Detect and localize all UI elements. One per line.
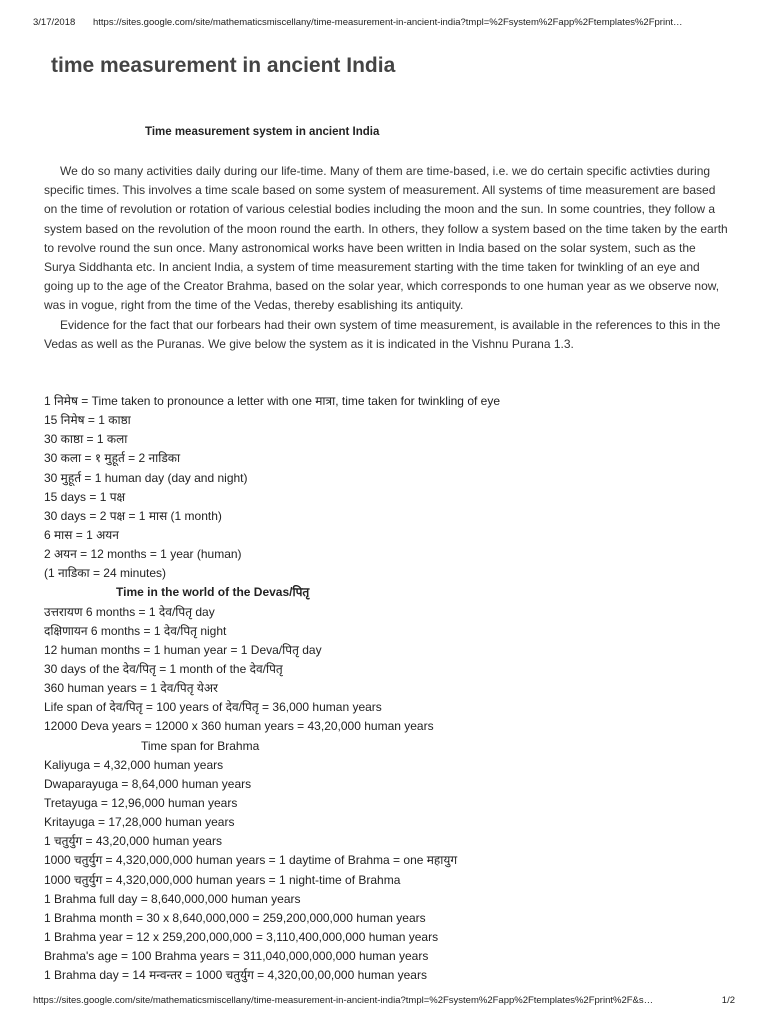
list-item: 30 कला = १ मुहूर्त = 2 नाडिका (44, 451, 181, 466)
list-item: 30 days = 2 पक्ष = 1 मास (1 month) (44, 508, 222, 523)
page-number: 1/2 (721, 995, 735, 1006)
list-item: 1 चतुर्युग = 43,20,000 human years (44, 834, 222, 849)
list-item: Dwaparayuga = 8,64,000 human years (44, 776, 252, 791)
list-item: 6 मास = 1 अयन (44, 527, 119, 542)
intro-text (44, 162, 728, 354)
print-header (33, 17, 735, 31)
list-item: 1000 चतुर्युग = 4,320,000,000 human years = 1 night-time of Brahma (44, 872, 401, 887)
section-subtitle: Time measurement system in ancient India (145, 126, 380, 138)
list-item: Brahma's age = 100 Brahma years = 311,040,000,000,000 human years (44, 949, 429, 964)
list-item: 1000 चतुर्युग = 4,320,000,000 human years = 1 daytime of Brahma = one महायुग (44, 853, 458, 868)
list-item: Tretayuga = 12,96,000 human years (44, 795, 238, 810)
list-item: Kritayuga = 17,28,000 human years (44, 815, 235, 830)
brahma-section-heading: Time span for Brahma (141, 738, 260, 753)
list-item: 360 human years = 1 देव/पितृ येअर (44, 681, 218, 696)
list-item: (1 नाडिका = 24 minutes) (44, 566, 166, 581)
list-item: उत्तरायण 6 months = 1 देव/पितृ day (44, 604, 215, 619)
page-title: time measurement in ancient India (51, 54, 396, 77)
time-units-list (44, 392, 734, 985)
list-item: 12000 Deva years = 12000 x 360 human years = 43,20,000 human years (44, 719, 434, 734)
list-item: 30 मुहूर्त = 1 human day (day and night) (44, 470, 248, 485)
list-item: 12 human months = 1 human year = 1 Deva/पितृ day (44, 642, 322, 657)
list-item: दक्षिणायन 6 months = 1 देव/पितृ night (44, 623, 227, 638)
print-footer (33, 995, 735, 1009)
list-item: Kaliyuga = 4,32,000 human years (44, 757, 224, 772)
list-item: 15 निमेष = 1 काष्ठा (44, 413, 131, 428)
intro-paragraph: We do so many activities daily during our life-time. Many of them are time-based, i.e. we do certain specific activties during specific times. This involves a time scale based on some system of measurement. All systems of time measurement are based on the time of revolution or rotation of various celestial bodies including the moon and the sun. In some countries, they follow a system based on the revolution of the moon round the earth. In others, they follow a system based on the time taken by the earth to revolve round the sun once. Many astronomical works have been written in India based on the solar system, such as the Surya Siddhanta etc. In ancient India, a system of time measurement starting with the time taken for twinkling of an eye and going up to the age of the Creator Brahma, based on the solar year, which corresponds to one human year as we observe now, was in vogue, right from the time of the Vedas, thereby esablishing its antiquity. (44, 164, 728, 313)
list-item: 2 अयन = 12 months = 1 year (human) (44, 547, 242, 562)
intro-paragraph: Evidence for the fact that our forbears had their own system of time measurement, is available in the references to this in the Vedas as well as the Puranas. We give below the system as it is indicated in the Vishnu Purana 1.3. (44, 317, 721, 351)
list-item: 30 days of the देव/पितृ = 1 month of the देव/पितृ (44, 661, 283, 676)
list-item: Life span of देव/पितृ = 100 years of देव/पितृ = 36,000 human years (44, 700, 382, 715)
print-url: https://sites.google.com/site/mathematicsmiscellany/time-measurement-in-ancient-india?tmpl=%2Fsystem%2Fapp%2Ftemplates%2Fprint… (93, 17, 683, 28)
list-item: 1 निमेष = Time taken to pronounce a letter with one मात्रा, time taken for twinkling of eye (44, 394, 501, 408)
list-item: 1 Brahma year = 12 x 259,200,000,000 = 3,110,400,000,000 human years (44, 929, 439, 944)
list-item: 15 days = 1 पक्ष (44, 489, 126, 504)
footer-url: https://sites.google.com/site/mathematicsmiscellany/time-measurement-in-ancient-india?tmpl=%2Fsystem%2Fapp%2Ftemplates%2Fprint%2F&s… (33, 995, 654, 1006)
devas-section-heading: Time in the world of the Devas/पितृ (116, 585, 310, 600)
list-item: 30 काष्ठा = 1 कला (44, 432, 128, 447)
list-item: 1 Brahma full day = 8,640,000,000 human years (44, 891, 301, 906)
list-item: 1 Brahma day = 14 मन्वन्तर = 1000 चतुर्युग = 4,320,00,00,000 human years (44, 968, 427, 983)
print-date: 3/17/2018 (33, 17, 76, 28)
list-item: 1 Brahma month = 30 x 8,640,000,000 = 259,200,000,000 human years (44, 910, 426, 925)
